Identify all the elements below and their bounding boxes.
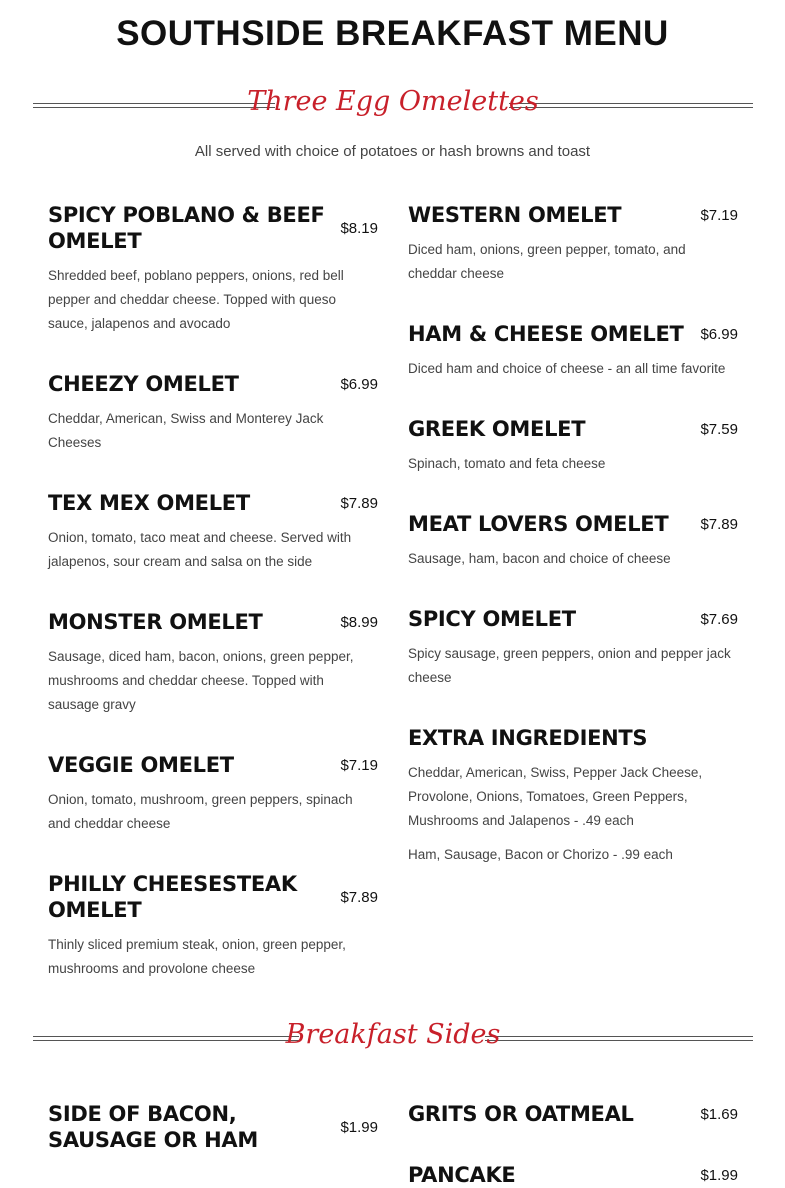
- menu-item: [408, 1101, 738, 1127]
- item-price: $6.99: [340, 376, 378, 393]
- item-price: $7.59: [700, 421, 738, 438]
- item-description: Cheddar, American, Swiss and Monterey Jack Cheeses: [48, 411, 324, 450]
- item-price: $1.69: [700, 1106, 738, 1123]
- extra-ingredients: [408, 725, 738, 867]
- item-description: Cheddar, American, Swiss, Pepper Jack Cheese, Provolone, Onions, Tomatoes, Green Peppers, Mushrooms and Jalapenos - .49 each: [408, 765, 703, 828]
- item-description: Diced ham, onions, green pepper, tomato, and cheddar cheese: [408, 242, 686, 281]
- item-price: $7.89: [700, 516, 738, 533]
- item-name: SIDE OF BACON, SAUSAGE OR HAM: [48, 1102, 258, 1152]
- section-title-omelettes: Three Egg Omelettes: [247, 86, 539, 117]
- item-description: Ham, Sausage, Bacon or Chorizo - .99 each: [408, 847, 673, 862]
- item-name: WESTERN OMELET: [408, 203, 622, 227]
- item-description: Spicy sausage, green peppers, onion and pepper jack cheese: [408, 646, 731, 685]
- menu-item: [48, 871, 378, 981]
- item-description: Shredded beef, poblano peppers, onions, red bell pepper and cheddar cheese. Topped with queso sauce, jalapenos and avocado: [48, 268, 344, 331]
- menu-item: [408, 321, 738, 381]
- item-name: MONSTER OMELET: [48, 610, 263, 634]
- sides-section-header: [33, 1019, 753, 1059]
- item-description: Diced ham and choice of cheese - an all time favorite: [408, 361, 726, 376]
- item-name: SPICY OMELET: [408, 607, 576, 631]
- item-price: $7.89: [340, 889, 378, 906]
- item-price: $8.19: [340, 220, 378, 237]
- item-name: PHILLY CHEESESTEAK OMELET: [48, 872, 297, 922]
- item-name: SPICY POBLANO & BEEF OMELET: [48, 203, 325, 253]
- menu-item: [408, 416, 738, 476]
- item-price: $7.19: [700, 207, 738, 224]
- item-price: $6.99: [700, 326, 738, 343]
- item-price: $7.89: [340, 495, 378, 512]
- item-name: CHEEZY OMELET: [48, 372, 239, 396]
- omelettes-section-header: [33, 86, 753, 126]
- item-description: Thinly sliced premium steak, onion, green pepper, mushrooms and provolone cheese: [48, 937, 346, 976]
- item-description: Sausage, ham, bacon and choice of cheese: [408, 551, 671, 566]
- item-description: Onion, tomato, mushroom, green peppers, spinach and cheddar cheese: [48, 792, 353, 831]
- menu-title: SOUTHSIDE BREAKFAST MENU: [116, 14, 669, 53]
- item-name: TEX MEX OMELET: [48, 491, 250, 515]
- item-name: GRITS OR OATMEAL: [408, 1102, 634, 1126]
- menu-item: [48, 752, 378, 836]
- item-price: $7.69: [700, 611, 738, 628]
- menu-item: [408, 606, 738, 690]
- item-price: $8.99: [340, 614, 378, 631]
- menu-item: [408, 202, 738, 286]
- section-title-sides: Breakfast Sides: [285, 1019, 501, 1050]
- menu-item: [48, 1101, 378, 1153]
- item-price: $7.19: [340, 757, 378, 774]
- item-name: MEAT LOVERS OMELET: [408, 512, 669, 536]
- menu-item: [48, 609, 378, 717]
- item-price: $1.99: [340, 1119, 378, 1136]
- item-name: GREEK OMELET: [408, 417, 586, 441]
- menu-item: [48, 490, 378, 574]
- item-name: HAM & CHEESE OMELET: [408, 322, 684, 346]
- item-description: Sausage, diced ham, bacon, onions, green pepper, mushrooms and cheddar cheese. Topped with sausage gravy: [48, 649, 354, 712]
- menu-item: [48, 202, 378, 336]
- item-description: Spinach, tomato and feta cheese: [408, 456, 606, 471]
- menu-item: [48, 371, 378, 455]
- item-name: EXTRA INGREDIENTS: [408, 726, 648, 750]
- menu-item: [408, 511, 738, 571]
- item-name: PANCAKE: [408, 1163, 516, 1187]
- item-price: $1.99: [700, 1167, 738, 1184]
- menu-item: [408, 1162, 738, 1188]
- item-name: VEGGIE OMELET: [48, 753, 234, 777]
- omelettes-subtitle: All served with choice of potatoes or hash browns and toast: [194, 143, 591, 160]
- item-description: Onion, tomato, taco meat and cheese. Served with jalapenos, sour cream and salsa on the side: [48, 530, 352, 569]
